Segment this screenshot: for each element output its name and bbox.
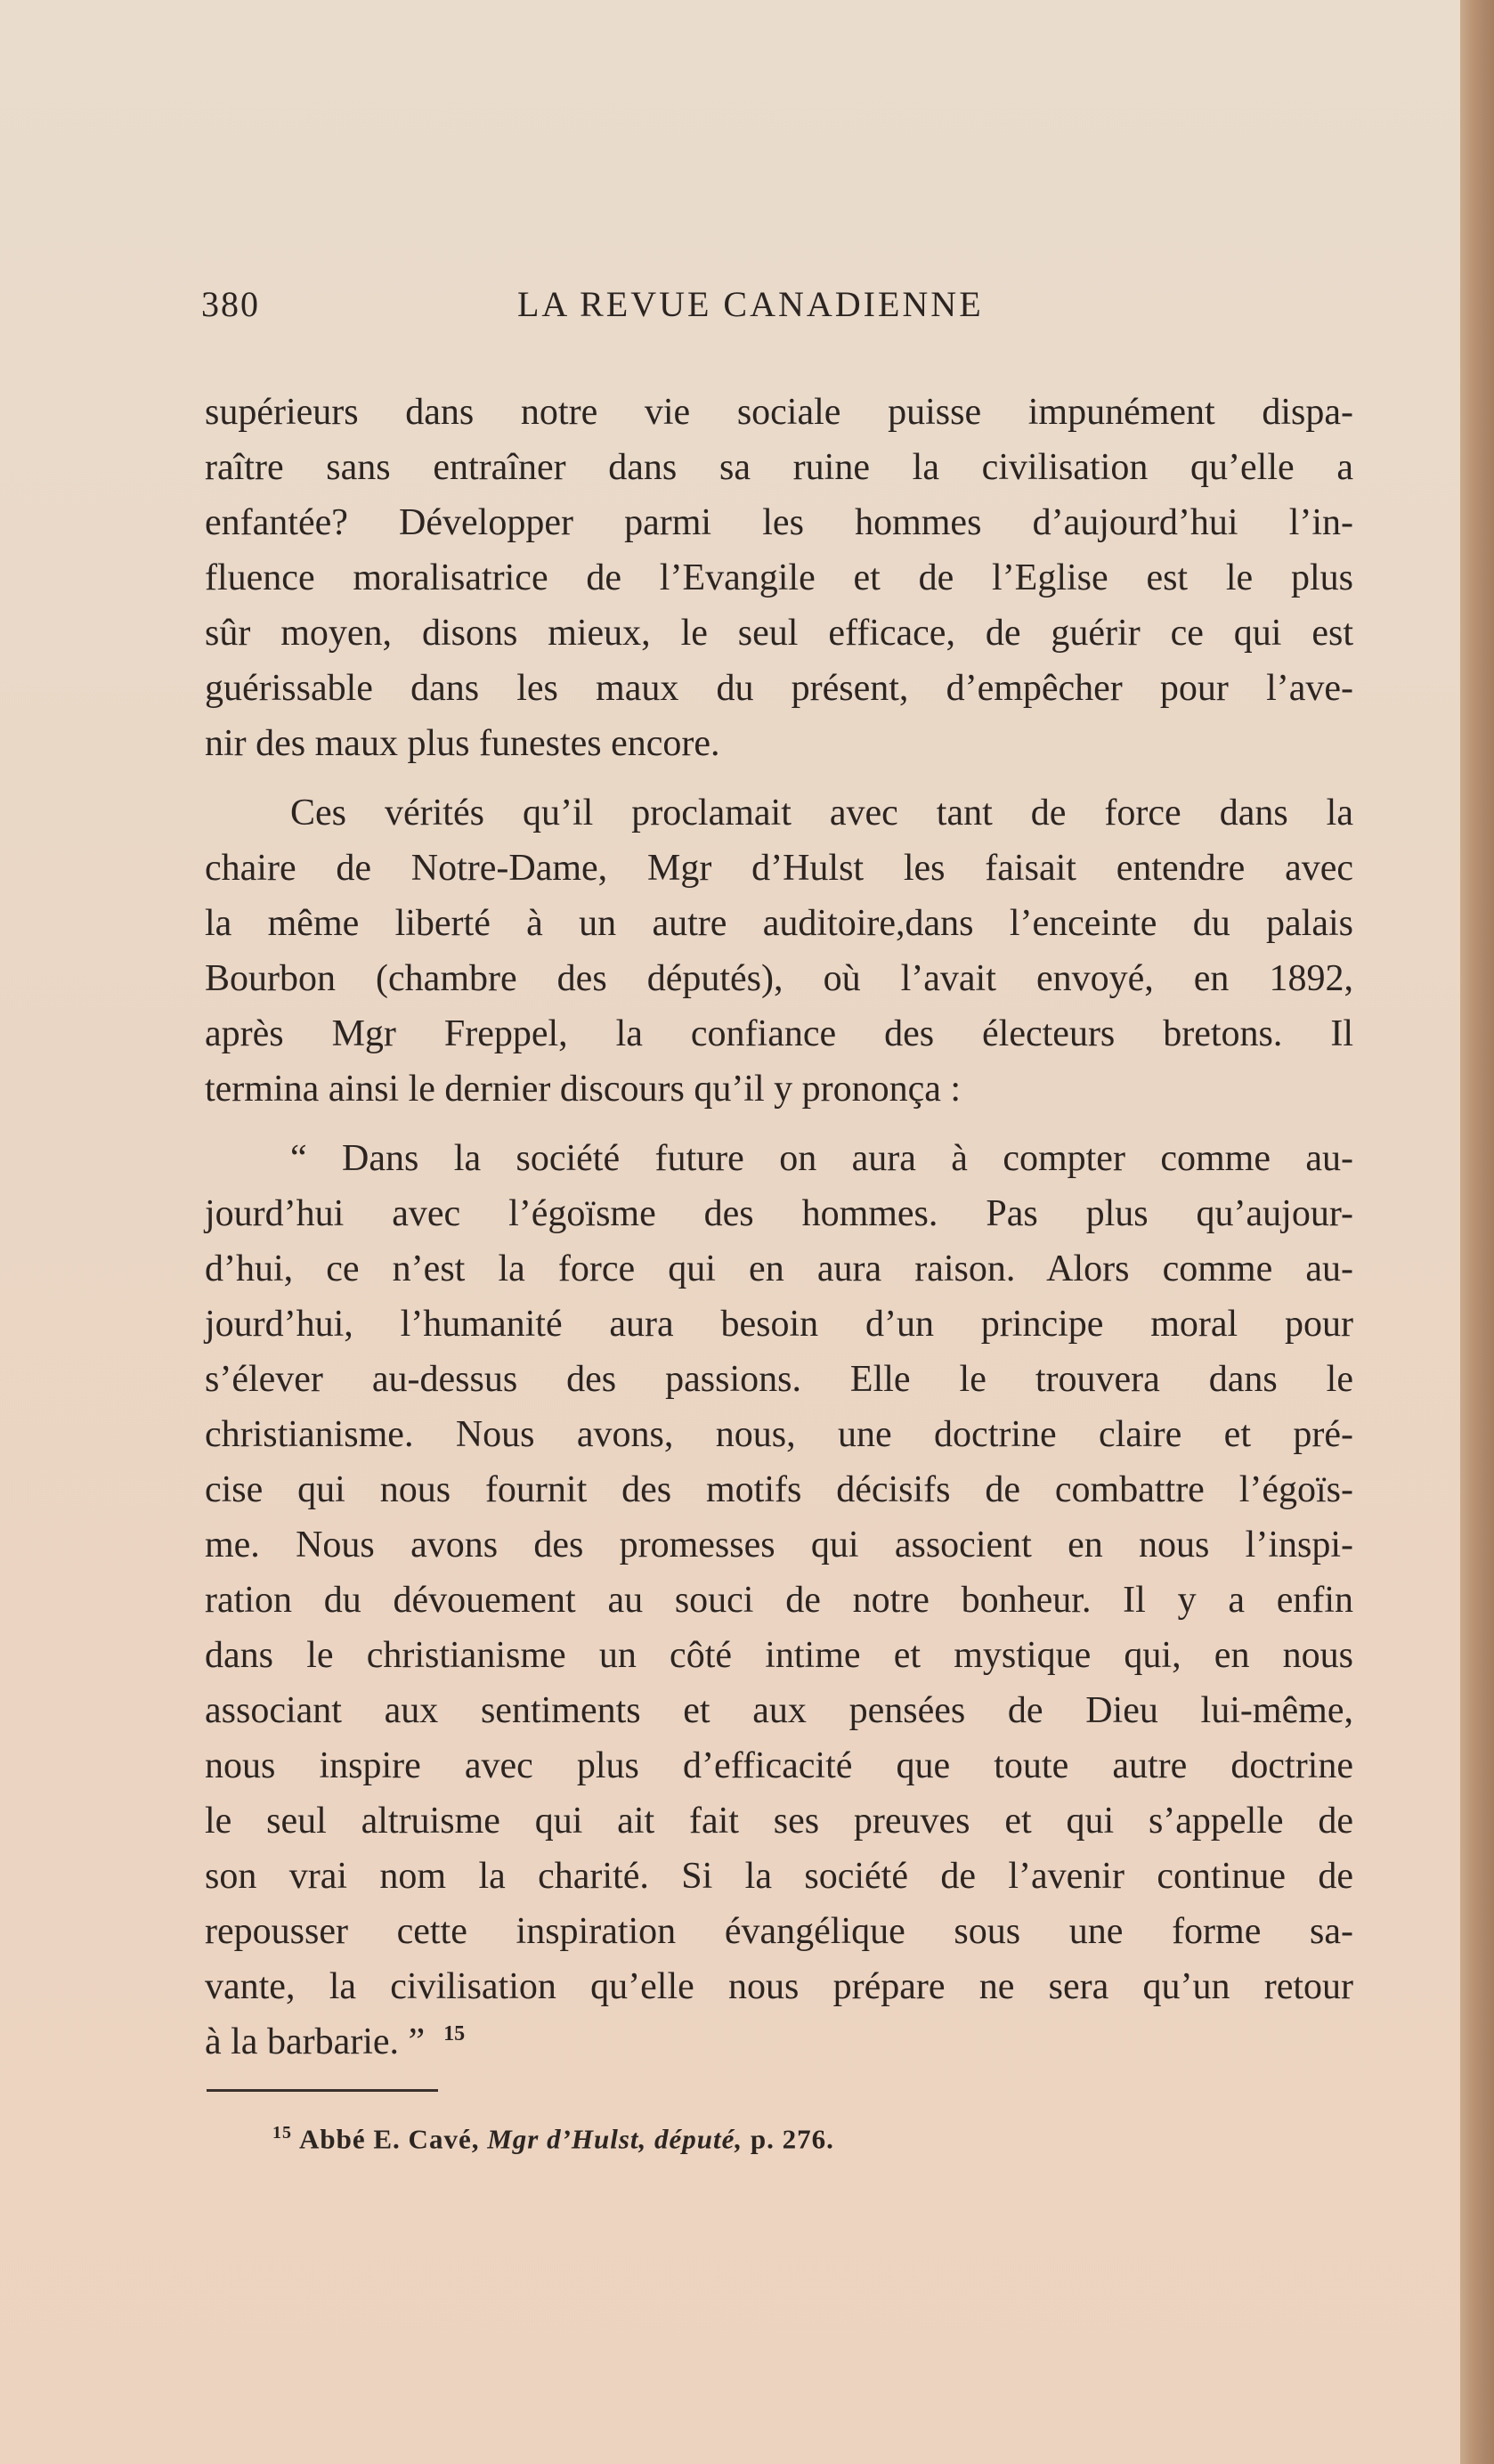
footnote-divider [207,2089,438,2092]
text-line: la même liberté à un autre auditoire,dans l’enceinte du palais [205,903,1353,944]
text-line: chaire de Notre-Dame, Mgr d’Hulst les faisait entendre avec [205,848,1353,889]
running-head: LA REVUE CANADIENNE [517,284,984,324]
text-line: Ces vérités qu’il proclamait avec tant de force dans la [290,793,1353,834]
quote-last-line [205,2014,1353,2070]
text-line: après Mgr Freppel, la confiance des électeurs bretons. Il [205,1013,1353,1054]
footnote-title: Mgr d’Hulst, député, [487,2123,743,2155]
text-line: jourd’hui, l’humanité aura besoin d’un principe moral pour [205,1304,1353,1345]
text-line: cise qui nous fournit des motifs décisifs de combattre l’égoïs- [205,1469,1353,1510]
text-line: guérissable dans les maux du présent, d’empêcher pour l’ave- [205,668,1353,709]
quote-closing-text: à la barbarie. ” [205,2021,426,2062]
page-header [201,283,1350,337]
text-line: associant aux sentiments et aux pensées de Dieu lui-même, [205,1690,1353,1731]
text-line: me. Nous avons des promesses qui associent en nous l’inspi- [205,1525,1353,1565]
text-line: supérieurs dans notre vie sociale puisse impunément dispa- [205,392,1353,433]
body-text [205,385,1353,2084]
text-line: son vrai nom la charité. Si la société de l’avenir continue de [205,1856,1353,1897]
text-line: ration du dévouement au souci de notre bonheur. Il y a enfin [205,1580,1353,1621]
text-line: “ Dans la société future on aura à compter comme au- [290,1138,1353,1179]
page-number: 380 [201,284,260,324]
text-line: d’hui, ce n’est la force qui en aura raison. Alors comme au- [205,1248,1353,1289]
footnote [272,2123,834,2155]
text-line: christianisme. Nous avons, nous, une doctrine claire et pré- [205,1414,1353,1455]
quote-paragraph [205,1131,1353,2070]
text-line: nir des maux plus funestes encore. [205,723,720,764]
footnote-reference: 15 [443,2022,466,2045]
text-line: enfantée? Développer parmi les hommes d’aujourd’hui l’in- [205,502,1353,543]
footnote-number: 15 [272,2123,292,2143]
footnote-author: Abbé E. Cavé, [299,2123,480,2155]
text-line: nous inspire avec plus d’efficacité que toute autre doctrine [205,1745,1353,1786]
text-line: raître sans entraîner dans sa ruine la civilisation qu’elle a [205,447,1353,488]
paragraph-1 [205,385,1353,771]
text-line: sûr moyen, disons mieux, le seul efficace, de guérir ce qui est [205,613,1353,654]
text-line: vante, la civilisation qu’elle nous prépare ne sera qu’un retour [205,1966,1353,2007]
text-line: jourd’hui avec l’égoïsme des hommes. Pas plus qu’aujour- [205,1193,1353,1234]
text-line: fluence moralisatrice de l’Evangile et de l’Eglise est le plus [205,557,1353,598]
footnote-page: p. 276. [750,2123,834,2155]
text-line: Bourbon (chambre des députés), où l’avait envoyé, en 1892, [205,958,1353,999]
paragraph-2 [205,785,1353,1117]
text-line: repousser cette inspiration évangélique sous une forme sa- [205,1911,1353,1952]
text-line: le seul altruisme qui ait fait ses preuves et qui s’appelle de [205,1801,1353,1842]
page-edge [1460,0,1494,2464]
text-line: s’élever au-dessus des passions. Elle le trouvera dans le [205,1359,1353,1400]
text-line: dans le christianisme un côté intime et mystique qui, en nous [205,1635,1353,1676]
text-line: termina ainsi le dernier discours qu’il y prononça : [205,1069,962,1110]
